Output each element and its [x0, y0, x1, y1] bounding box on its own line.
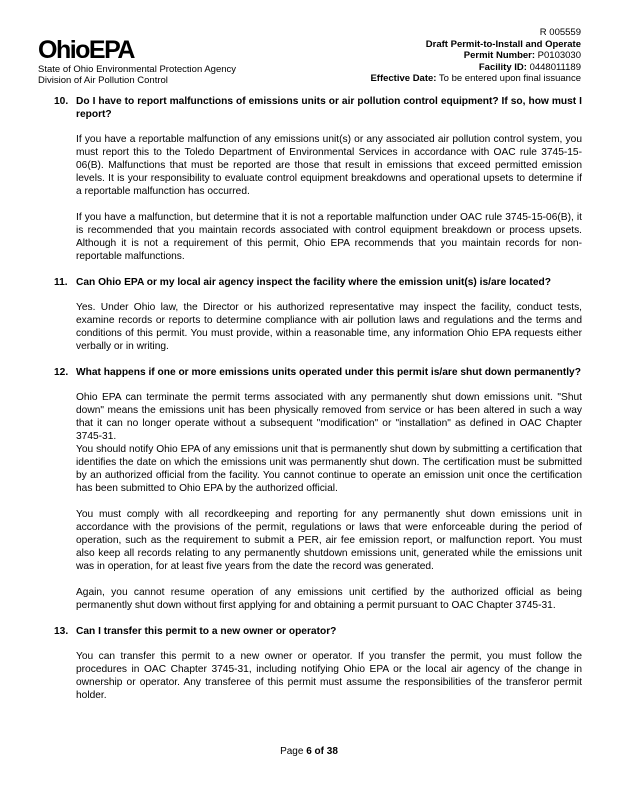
permit-header [370, 27, 581, 85]
permit-number-label: Permit Number: [463, 50, 536, 62]
question-heading [54, 366, 582, 379]
ohio-epa-logo: OhioEPA [38, 36, 134, 64]
page-footer [0, 746, 618, 757]
paragraph: Yes. Under Ohio law, the Director or his authorized representative may inspect the facility, conduct tests, examine records or reports to determine compliance with air pollution laws and regulations and the terms and conditions of this permit. You must provide, within a reasonable time, any information Ohio EPA requests either verbally or in writing. [76, 302, 582, 352]
question-heading [54, 625, 582, 638]
effective-date: To be entered upon final issuance [438, 73, 581, 85]
paragraph: Again, you cannot resume operation of any emissions unit certified by the authorized official as being permanently shut down without first applying for and obtaining a permit pursuant to OAC Chapter 3745-31. [76, 587, 582, 611]
question-heading [54, 95, 582, 121]
paragraph: You should notify Ohio EPA of any emissions unit that is permanently shut down by submitting a certification that identifies the date on which the emissions unit was permanently shut down. The certification must be submitted by an authorized official from the facility. You cannot continue to operate an emission unit once the certification has been submitted to Ohio EPA by the authorized official. [76, 444, 582, 494]
page-label: Page [280, 746, 307, 757]
agency-name: State of Ohio Environmental Protection Agency [38, 64, 237, 75]
facility-id-label: Facility ID: [478, 61, 527, 73]
page-total: 38 [326, 746, 338, 757]
question-number: 11. [54, 277, 68, 288]
question-number: 12. [54, 367, 69, 378]
question-heading [54, 276, 582, 289]
agency-block [38, 64, 236, 86]
page-number: 6 [306, 746, 312, 757]
permit-title: Draft Permit-to-Install and Operate [425, 38, 581, 50]
question-title: Do I have to report malfunctions of emissions units or air pollution control equipment? If so, how must I report? [76, 96, 582, 120]
question-title: Can I transfer this permit to a new owner or operator? [76, 626, 337, 637]
effective-date-label: Effective Date: [370, 73, 437, 85]
permit-number: P0103030 [537, 50, 581, 62]
reference-number: R 005559 [539, 27, 581, 38]
document-body [54, 95, 582, 715]
division-name: Division of Air Pollution Control [38, 75, 168, 86]
question-number: 10. [54, 96, 69, 107]
page-of: of [311, 746, 327, 757]
question-number: 13. [54, 626, 69, 637]
paragraph: If you have a malfunction, but determine that it is not a reportable malfunction under OAC rule 3745-15-06(B), it is recommended that you maintain records associated with control equipment breakdown or process upsets. Although it is not a requirement of this permit, Ohio EPA recommends that you maintain records for non-reportable malfunctions. [76, 212, 582, 262]
paragraph: You must comply with all recordkeeping and reporting for any permanently shut down emissions unit in accordance with the provisions of the permit, regulations or laws that were enforceable during the period of operation, such as the requirement to submit a PER, air fee emission report, or malfunction report. You must also keep all records relating to any permanently shutdown emissions unit, generated while the emissions unit was in operation, for at least five years from the date the record was generated. [76, 509, 582, 572]
paragraph: Ohio EPA can terminate the permit terms associated with any permanently shut down emissions unit. "Shut down" means the emissions unit has been physically removed from service or has been altered in such a way that it can no longer operate without a subsequent "modification" or "installation" as defined in OAC Chapter 3745-31. [76, 392, 582, 442]
facility-id: 0448011189 [529, 61, 581, 73]
paragraph: You can transfer this permit to a new owner or operator. If you transfer the permit, you must follow the procedures in OAC Chapter 3745-31, including notifying Ohio EPA or the local air agency of the change in ownership or operator. Any transferee of this permit must assume the responsibilities of the transferor permit holder. [76, 651, 582, 701]
paragraph: If you have a reportable malfunction of any emissions unit(s) or any associated air pollution control system, you must report this to the Toledo Department of Environmental Services in accordance with OAC rule 3745-15-06(B). Malfunctions that must be reported are those that result in emissions that exceed permitted emission levels. It is your responsibility to evaluate control equipment breakdowns and operational upsets to determine if a reportable malfunction has occurred. [76, 134, 582, 197]
question-title: What happens if one or more emissions units operated under this permit is/are shut down permanently? [76, 367, 581, 378]
question-title: Can Ohio EPA or my local air agency inspect the facility where the emission unit(s) is/are located? [76, 277, 551, 288]
